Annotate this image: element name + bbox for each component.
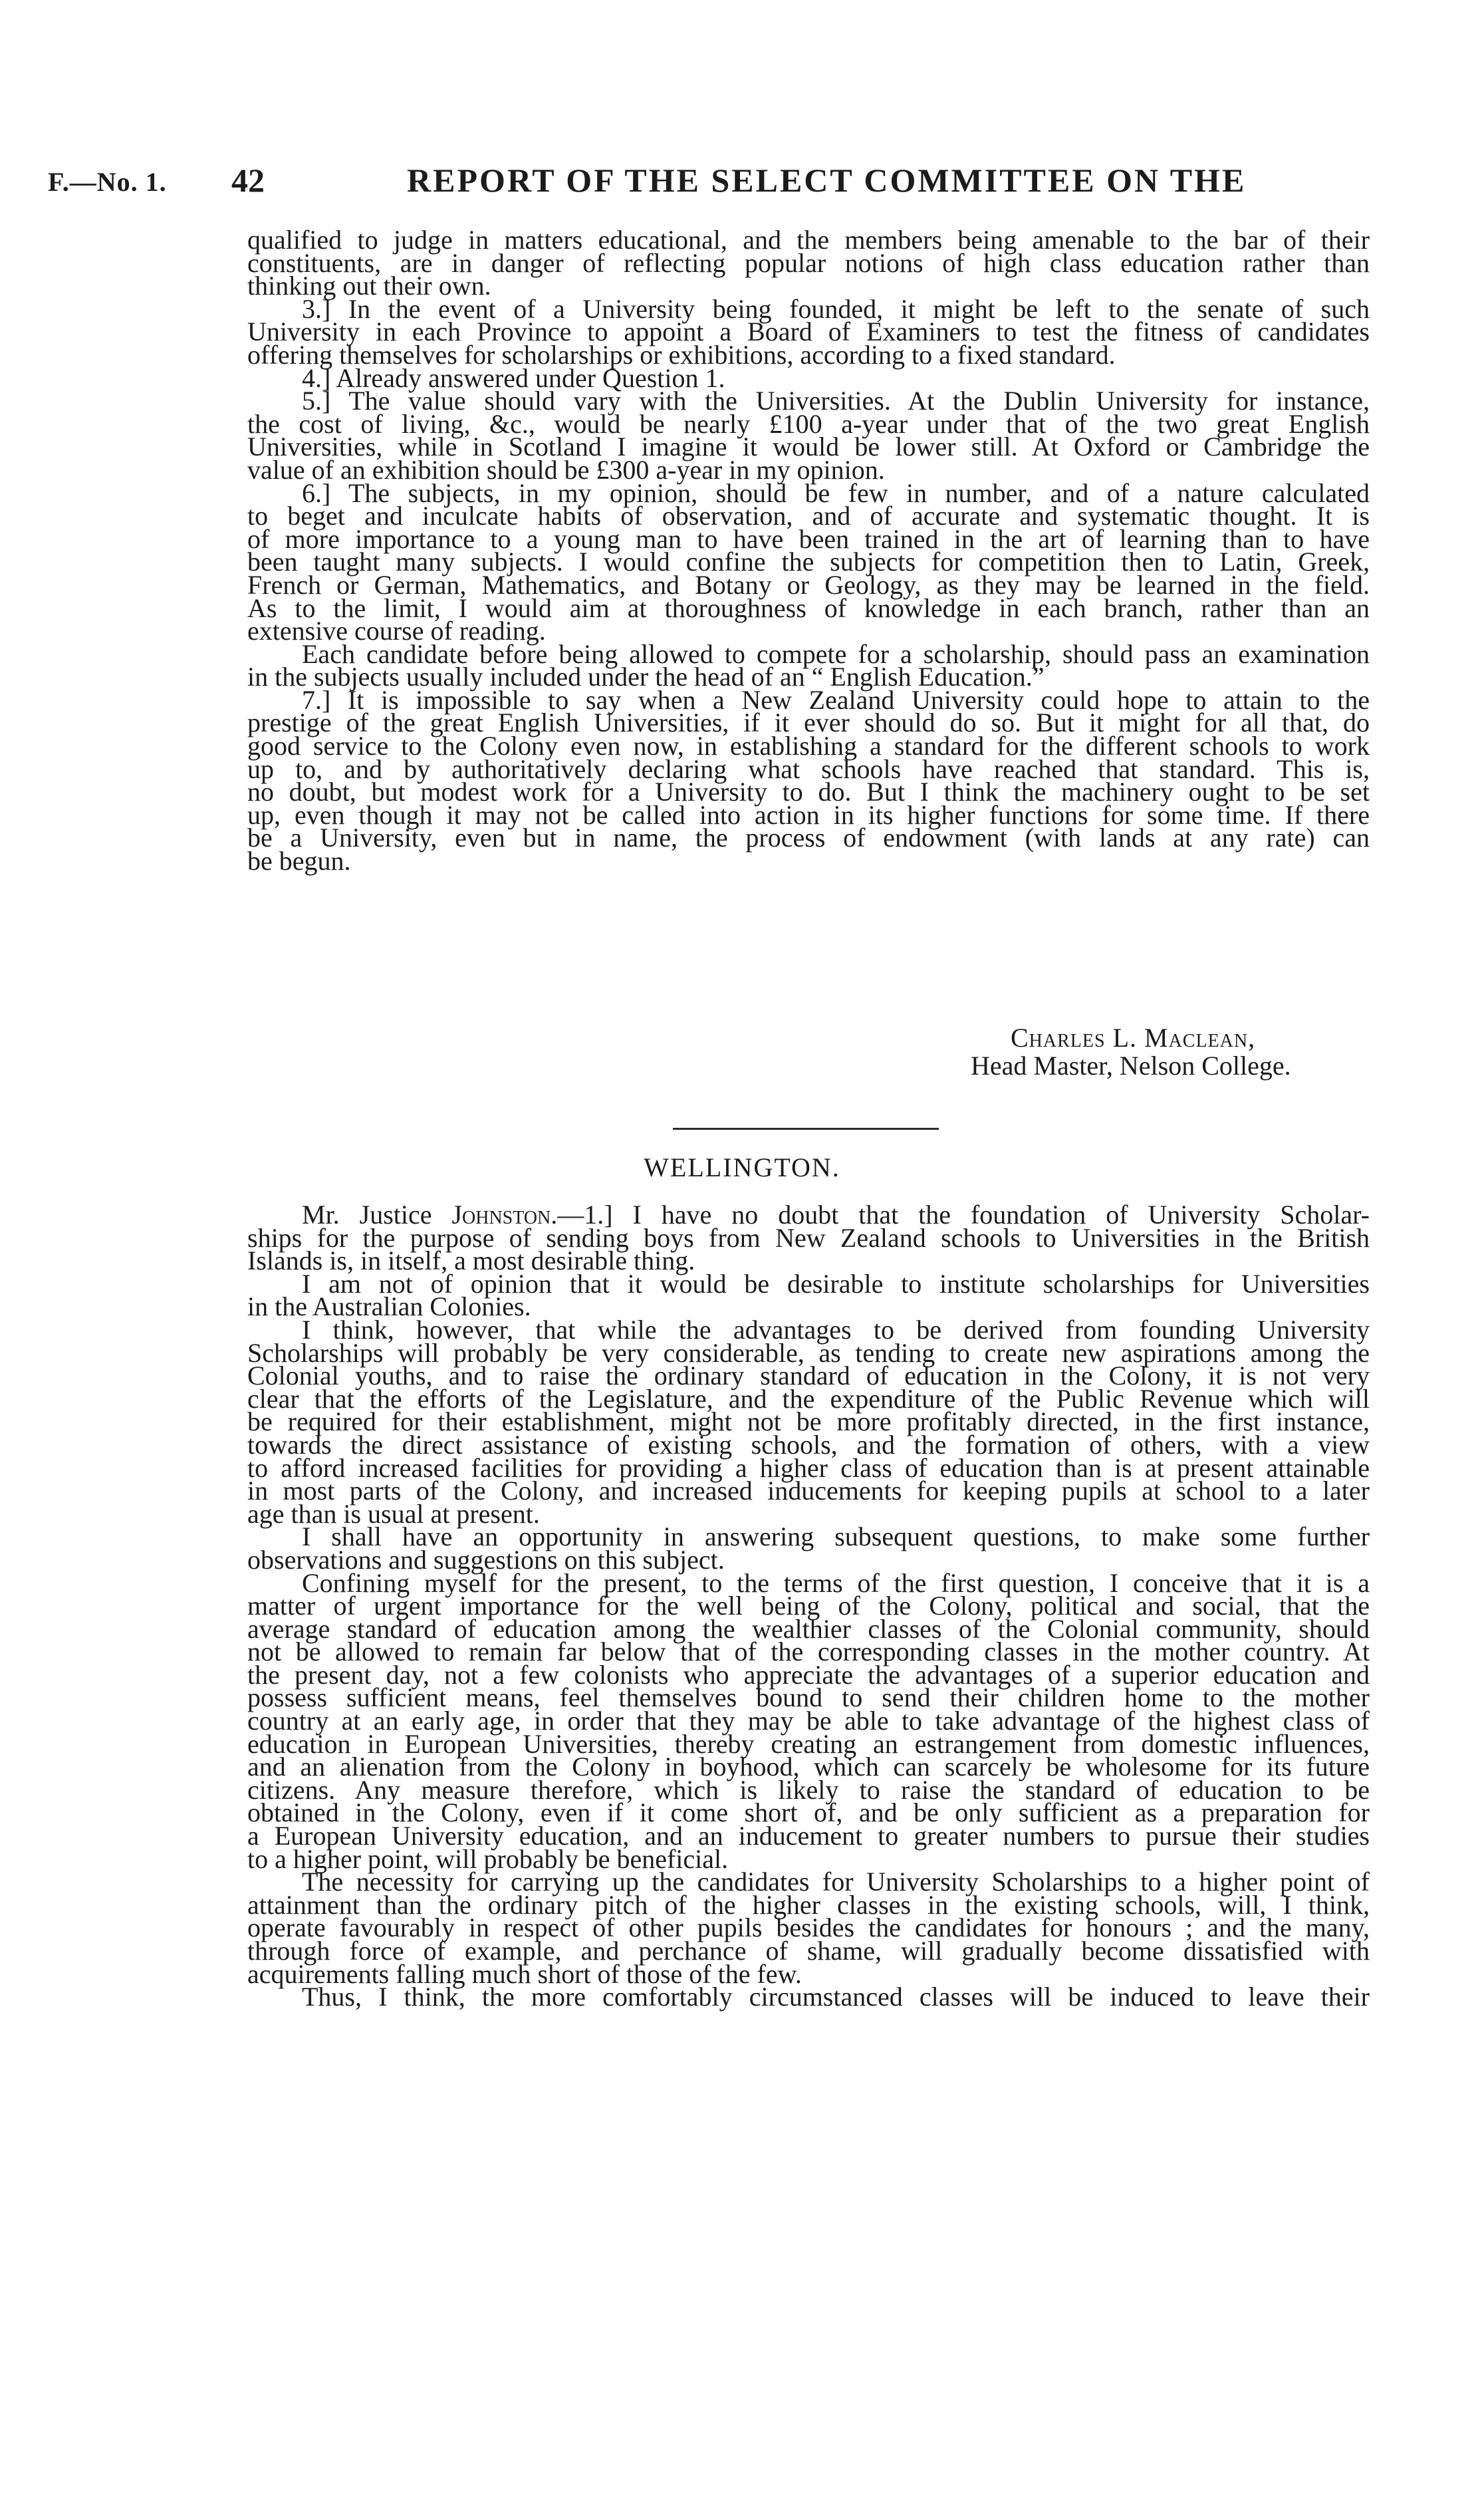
text-line: average standard of education among the wealthier classes of the Colonial community, should — [247, 1613, 1370, 1644]
signatory-name: Charles L. Maclean, — [1011, 1023, 1256, 1053]
text-line: 5.] The value should vary with the Universities. At the Dublin University for instance, — [302, 386, 1370, 416]
text-line: thinking out their own. — [247, 271, 491, 301]
text-line: to beget and inculcate habits of observation, and of accurate and systematic thought. It is — [247, 501, 1370, 531]
text-line: University in each Province to appoint a Board of Examiners to test the fitness of candidates — [247, 317, 1370, 347]
text-line: Each candidate before being allowed to compete for a scholarship, should pass an examination — [302, 638, 1370, 669]
text-line: citizens. Any measure therefore, which is likely to raise the standard of education to be — [247, 1774, 1370, 1805]
text-line: the present day, not a few colonists who appreciate the advantages of a superior education and — [247, 1659, 1370, 1690]
text-line: prestige of the great English Universities, if it ever should do so. But it might for all that, do — [247, 708, 1370, 738]
text-line: possess sufficient means, feel themselves bound to send their children home to the mother — [247, 1682, 1370, 1713]
page-header — [0, 157, 1484, 210]
text-line: The necessity for carrying up the candidates for University Scholarships to a higher point of — [302, 1867, 1370, 1897]
speaker-text: —1.] I have no doubt that the foundation of University Scholar- — [557, 1200, 1370, 1230]
text-line: Scholarships will probably be very considerable, as tending to create new aspirations among the — [247, 1337, 1370, 1368]
text-line: matter of urgent importance for the well being of the Colony, political and social, that the — [247, 1591, 1370, 1621]
section-heading: WELLINGTON. — [644, 1152, 840, 1182]
text-line: through force of example, and perchance of shame, will gradually become dissatisfied with — [247, 1936, 1370, 1966]
text-line: to a higher point, will probably be beneficial. — [247, 1843, 729, 1874]
text-line: 7.] It is impossible to say when a New Zealand University could hope to attain to the — [302, 684, 1370, 715]
text-line: country at an early age, in order that they may be able to take advantage of the highest class of — [247, 1706, 1370, 1736]
text-line: 6.] The subjects, in my opinion, should be few in number, and of a nature calculated — [302, 477, 1370, 508]
text-line: in most parts of the Colony, and increased inducements for keeping pupils at school to a later — [247, 1476, 1370, 1506]
wellington-response-text — [247, 1200, 1370, 2012]
speaker-name: Johnston. — [451, 1200, 558, 1230]
text-line: extensive course of reading. — [247, 616, 546, 646]
text-line: value of an exhibition should be £300 a-year in my opinion. — [247, 454, 885, 485]
text-line: Confining myself for the present, to the terms of the first question, I conceive that it is a — [302, 1567, 1370, 1598]
text-line: As to the limit, I would aim at thoroughness of knowledge in each branch, rather than an — [247, 593, 1370, 623]
text-line: not be allowed to remain far below that of the corresponding classes in the mother country. At — [247, 1637, 1370, 1667]
text-line: Thus, I think, the more comfortably circumstanced classes will be induced to leave their — [302, 1982, 1370, 2012]
signatory-title: Head Master, Nelson College. — [971, 1051, 1291, 1081]
text-line: 4.] Already answered under Question 1. — [302, 362, 725, 393]
text-line: up, even though it may not be called into action in its higher functions for some time. If there — [247, 799, 1370, 830]
text-line: age than is usual at present. — [247, 1498, 540, 1529]
text-line: ships for the purpose of sending boys from New Zealand schools to Universities in the British — [247, 1222, 1370, 1253]
speaker-prefix: Mr. Justice — [302, 1200, 452, 1230]
text-line: operate favourably in respect of other pupils besides the candidates for honours ; and the many, — [247, 1912, 1370, 1943]
document-reference-number: F.—No. 1. — [48, 167, 167, 197]
text-line: be a University, even but in name, the process of endowment (with lands at any rate) can — [247, 823, 1370, 853]
text-line: qualified to judge in matters educational, and the members being amenable to the bar of their — [247, 225, 1370, 255]
text-line: observations and suggestions on this subject. — [247, 1544, 725, 1575]
text-line: obtained in the Colony, even if it come short of, and be only sufficient as a preparation for — [247, 1797, 1370, 1828]
text-line: offering themselves for scholarships or exhibitions, according to a fixed standard. — [247, 339, 1116, 370]
text-line: acquirements falling much short of those of the few. — [247, 1958, 802, 1989]
text-line: be required for their establishment, might not be more profitably directed, in the first instance, — [247, 1406, 1370, 1437]
page-number: 42 — [231, 162, 265, 199]
text-line: constituents, are in danger of reflecting popular notions of high class education rather than — [247, 247, 1370, 278]
text-line: of more importance to a young man to have been trained in the art of learning than to have — [247, 523, 1370, 554]
text-line: to afford increased facilities for providing a higher class of education than is at present attainable — [247, 1452, 1370, 1483]
text-line: I shall have an opportunity in answering subsequent questions, to make some further — [302, 1521, 1370, 1552]
text-line: and an alienation from the Colony in boyhood, which can scarcely be wholesome for its future — [247, 1752, 1370, 1782]
text-line: Universities, while in Scotland I imagine it would be lower still. At Oxford or Cambridge the — [247, 432, 1370, 462]
text-line: up to, and by authoritatively declaring what schools have reached that standard. This is, — [247, 753, 1370, 784]
text-line: been taught many subjects. I would confine the subjects for competition then to Latin, Greek, — [247, 547, 1370, 577]
text-line: 3.] In the event of a University being founded, it might be left to the senate of such — [302, 293, 1370, 324]
nelson-response-text — [247, 225, 1370, 876]
text-line: in the Australian Colonies. — [247, 1291, 531, 1322]
text-line: towards the direct assistance of existing schools, and the formation of others, with a view — [247, 1429, 1370, 1460]
text-line: be begun. — [247, 846, 351, 876]
text-line: no doubt, but modest work for a University to do. But I think the machinery ought to be set — [247, 777, 1370, 807]
text-line: Colonial youths, and to raise the ordinary standard of education in the Colony, it is not very — [247, 1361, 1370, 1391]
text-line: French or German, Mathematics, and Botany or Geology, as they may be learned in the field. — [247, 569, 1370, 600]
text-line: clear that the efforts of the Legislature, and the expenditure of the Public Revenue which will — [247, 1383, 1370, 1414]
section-divider — [673, 1128, 939, 1130]
running-title: REPORT OF THE SELECT COMMITTEE ON THE — [407, 162, 1247, 199]
text-line: a European University education, and an inducement to greater numbers to pursue their studies — [247, 1821, 1370, 1851]
text-line: I think, however, that while the advantages to be derived from founding University — [302, 1314, 1370, 1345]
text-line: I am not of opinion that it would be desirable to institute scholarships for Universities — [302, 1268, 1370, 1299]
text-line: attainment than the ordinary pitch of the higher classes in the existing schools, will, I think, — [247, 1889, 1370, 1920]
signature-block — [971, 1024, 1370, 1080]
text-line: the cost of living, &c., would be nearly £100 a-year under that of the two great English — [247, 408, 1370, 439]
text-line: Islands is, in itself, a most desirable thing. — [247, 1246, 695, 1276]
text-line: good service to the Colony even now, in establishing a standard for the different schools to work — [247, 731, 1370, 761]
text-line: in the subjects usually included under the head of an “ English Education.” — [247, 662, 1045, 692]
text-line: education in European Universities, thereby creating an estrangement from domestic influences, — [247, 1728, 1370, 1759]
